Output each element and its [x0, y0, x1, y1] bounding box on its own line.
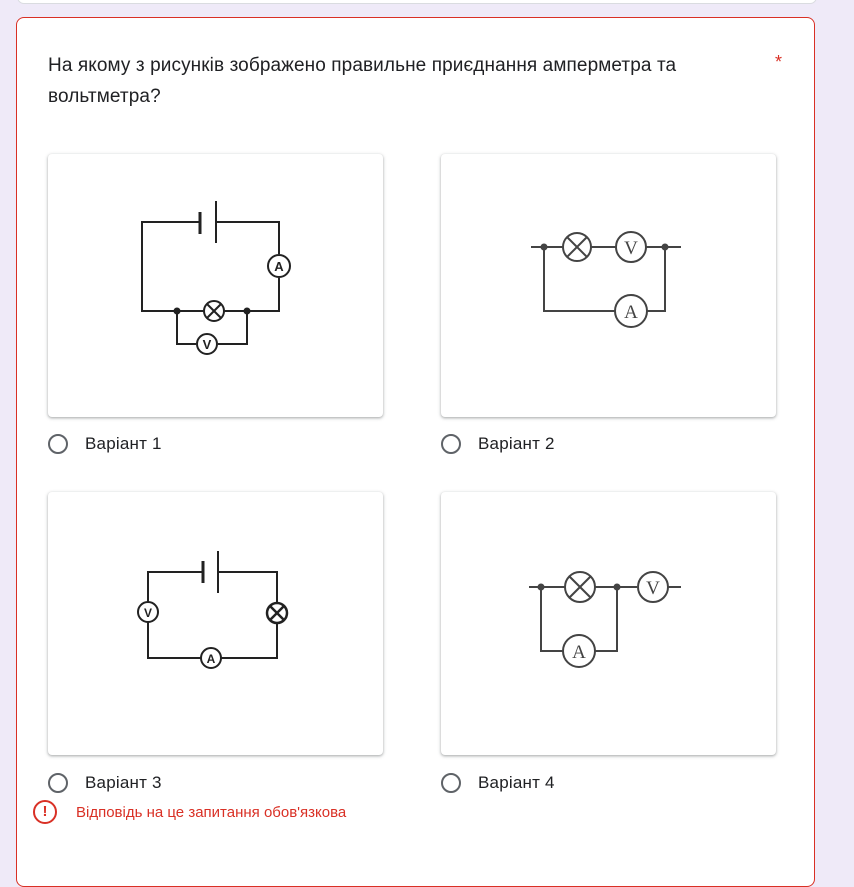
error-message: Відповідь на це запитання обов'язкова: [76, 803, 347, 821]
circuit-diagram-3: [48, 492, 383, 755]
required-error: [33, 800, 346, 824]
option-2-image[interactable]: [441, 154, 776, 417]
option-3-label: Варіант 3: [85, 773, 162, 792]
option-1-radio[interactable]: [48, 434, 68, 454]
required-asterisk: *: [775, 52, 783, 72]
error-icon: !: [33, 800, 57, 824]
ammeter-label: A: [572, 642, 586, 663]
option-2-radio[interactable]: [441, 434, 461, 454]
voltmeter-label: V: [202, 337, 212, 352]
circuit-diagram-2: [441, 154, 776, 417]
option-2-row[interactable]: [441, 431, 555, 457]
voltmeter-label: V: [646, 578, 660, 599]
voltmeter-label: V: [143, 606, 153, 620]
option-4-image[interactable]: [441, 492, 776, 755]
option-2-label: Варіант 2: [478, 434, 555, 453]
circuit-diagram-1: [48, 154, 383, 417]
option-1-label: Варіант 1: [85, 434, 162, 453]
voltmeter-label: V: [624, 238, 638, 259]
circuit-diagram-4: [441, 492, 776, 755]
ammeter-label: A: [624, 302, 638, 323]
ammeter-label: A: [274, 259, 284, 274]
option-4-label: Варіант 4: [478, 773, 555, 792]
option-3-radio[interactable]: [48, 773, 68, 793]
previous-question-card: [17, 0, 817, 4]
ammeter-label: A: [206, 652, 216, 666]
option-3-image[interactable]: [48, 492, 383, 755]
option-4-radio[interactable]: [441, 773, 461, 793]
question-title: На якому з рисунків зображено правильне приєднання амперметра та вольтметра?: [48, 55, 677, 107]
option-1-image[interactable]: [48, 154, 383, 417]
option-4-row[interactable]: [441, 770, 555, 796]
option-3-row[interactable]: [48, 770, 162, 796]
option-1-row[interactable]: [48, 431, 162, 457]
